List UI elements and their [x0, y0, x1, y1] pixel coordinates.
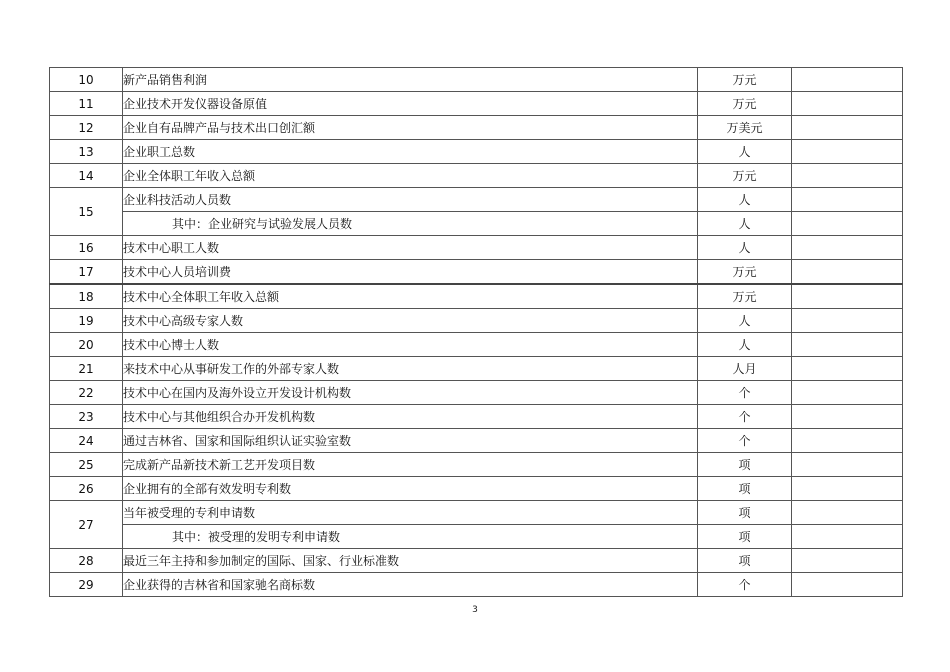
item-label: 新产品销售利润 — [123, 68, 698, 92]
unit-cell: 人 — [698, 212, 792, 236]
table-row — [50, 453, 903, 477]
table-row — [50, 236, 903, 260]
unit-cell: 万元 — [698, 284, 792, 309]
unit-cell: 项 — [698, 549, 792, 573]
value-cell[interactable] — [792, 477, 903, 501]
value-cell[interactable] — [792, 549, 903, 573]
value-cell[interactable] — [792, 92, 903, 116]
item-label: 技术中心人员培训费 — [123, 260, 698, 285]
value-cell[interactable] — [792, 357, 903, 381]
item-label: 技术中心在国内及海外设立开发设计机构数 — [123, 381, 698, 405]
table-row — [50, 357, 903, 381]
table-row — [50, 309, 903, 333]
row-number: 12 — [50, 116, 123, 140]
table-row — [50, 405, 903, 429]
sub-item-label: 其中：被受理的发明专利申请数 — [123, 525, 698, 549]
row-number: 21 — [50, 357, 123, 381]
unit-cell: 项 — [698, 501, 792, 525]
unit-cell: 项 — [698, 525, 792, 549]
value-cell[interactable] — [792, 381, 903, 405]
unit-cell: 万元 — [698, 68, 792, 92]
unit-cell: 个 — [698, 405, 792, 429]
value-cell[interactable] — [792, 188, 903, 212]
table-row — [50, 477, 903, 501]
value-cell[interactable] — [792, 525, 903, 549]
sub-item-label: 其中：企业研究与试验发展人员数 — [123, 212, 698, 236]
item-label: 来技术中心从事研发工作的外部专家人数 — [123, 357, 698, 381]
item-label: 企业全体职工年收入总额 — [123, 164, 698, 188]
row-number: 10 — [50, 68, 123, 92]
page-number: 3 — [472, 605, 478, 615]
value-cell[interactable] — [792, 140, 903, 164]
item-label: 技术中心高级专家人数 — [123, 309, 698, 333]
row-number: 27 — [50, 501, 123, 549]
item-label: 技术中心与其他组织合办开发机构数 — [123, 405, 698, 429]
table-row — [50, 549, 903, 573]
unit-cell: 个 — [698, 381, 792, 405]
unit-cell: 人 — [698, 140, 792, 164]
item-label: 技术中心全体职工年收入总额 — [123, 284, 698, 309]
value-cell[interactable] — [792, 573, 903, 597]
row-number: 13 — [50, 140, 123, 164]
value-cell[interactable] — [792, 333, 903, 357]
table-row — [50, 68, 903, 92]
unit-cell: 万元 — [698, 92, 792, 116]
row-number: 28 — [50, 549, 123, 573]
table-row — [50, 116, 903, 140]
item-label: 企业拥有的全部有效发明专利数 — [123, 477, 698, 501]
table-row — [50, 92, 903, 116]
item-label: 当年被受理的专利申请数 — [123, 501, 698, 525]
row-number: 11 — [50, 92, 123, 116]
row-number: 18 — [50, 284, 123, 309]
unit-cell: 万美元 — [698, 116, 792, 140]
row-number: 26 — [50, 477, 123, 501]
item-label: 技术中心博士人数 — [123, 333, 698, 357]
unit-cell: 人月 — [698, 357, 792, 381]
unit-cell: 人 — [698, 188, 792, 212]
item-label: 企业获得的吉林省和国家驰名商标数 — [123, 573, 698, 597]
table-row — [50, 573, 903, 597]
unit-cell: 项 — [698, 453, 792, 477]
unit-cell: 个 — [698, 573, 792, 597]
unit-cell: 项 — [698, 477, 792, 501]
statistics-table — [49, 67, 903, 597]
row-number: 17 — [50, 260, 123, 285]
row-number: 16 — [50, 236, 123, 260]
value-cell[interactable] — [792, 116, 903, 140]
value-cell[interactable] — [792, 453, 903, 477]
row-number: 29 — [50, 573, 123, 597]
item-label: 技术中心职工人数 — [123, 236, 698, 260]
row-number: 15 — [50, 188, 123, 236]
item-label: 企业科技活动人员数 — [123, 188, 698, 212]
row-number: 23 — [50, 405, 123, 429]
item-label: 最近三年主持和参加制定的国际、国家、行业标准数 — [123, 549, 698, 573]
table-row — [50, 381, 903, 405]
value-cell[interactable] — [792, 212, 903, 236]
table-row — [50, 429, 903, 453]
value-cell[interactable] — [792, 260, 903, 285]
item-label: 企业职工总数 — [123, 140, 698, 164]
table-sub-row — [50, 525, 903, 549]
value-cell[interactable] — [792, 236, 903, 260]
value-cell[interactable] — [792, 284, 903, 309]
table-row — [50, 260, 903, 285]
table-row — [50, 188, 903, 212]
table-row — [50, 333, 903, 357]
row-number: 20 — [50, 333, 123, 357]
unit-cell: 人 — [698, 236, 792, 260]
table-body — [50, 68, 903, 597]
value-cell[interactable] — [792, 405, 903, 429]
item-label: 企业技术开发仪器设备原值 — [123, 92, 698, 116]
unit-cell: 个 — [698, 429, 792, 453]
table-row — [50, 164, 903, 188]
item-label: 完成新产品新技术新工艺开发项目数 — [123, 453, 698, 477]
unit-cell: 万元 — [698, 164, 792, 188]
item-label: 企业自有品牌产品与技术出口创汇额 — [123, 116, 698, 140]
unit-cell: 万元 — [698, 260, 792, 285]
row-number: 25 — [50, 453, 123, 477]
value-cell[interactable] — [792, 309, 903, 333]
row-number: 24 — [50, 429, 123, 453]
table-sub-row — [50, 212, 903, 236]
item-label: 通过吉林省、国家和国际组织认证实验室数 — [123, 429, 698, 453]
table-row — [50, 501, 903, 525]
row-number: 22 — [50, 381, 123, 405]
value-cell[interactable] — [792, 68, 903, 92]
value-cell[interactable] — [792, 429, 903, 453]
table-row — [50, 140, 903, 164]
unit-cell: 人 — [698, 309, 792, 333]
value-cell[interactable] — [792, 501, 903, 525]
row-number: 14 — [50, 164, 123, 188]
table-row — [50, 284, 903, 309]
unit-cell: 人 — [698, 333, 792, 357]
row-number: 19 — [50, 309, 123, 333]
value-cell[interactable] — [792, 164, 903, 188]
